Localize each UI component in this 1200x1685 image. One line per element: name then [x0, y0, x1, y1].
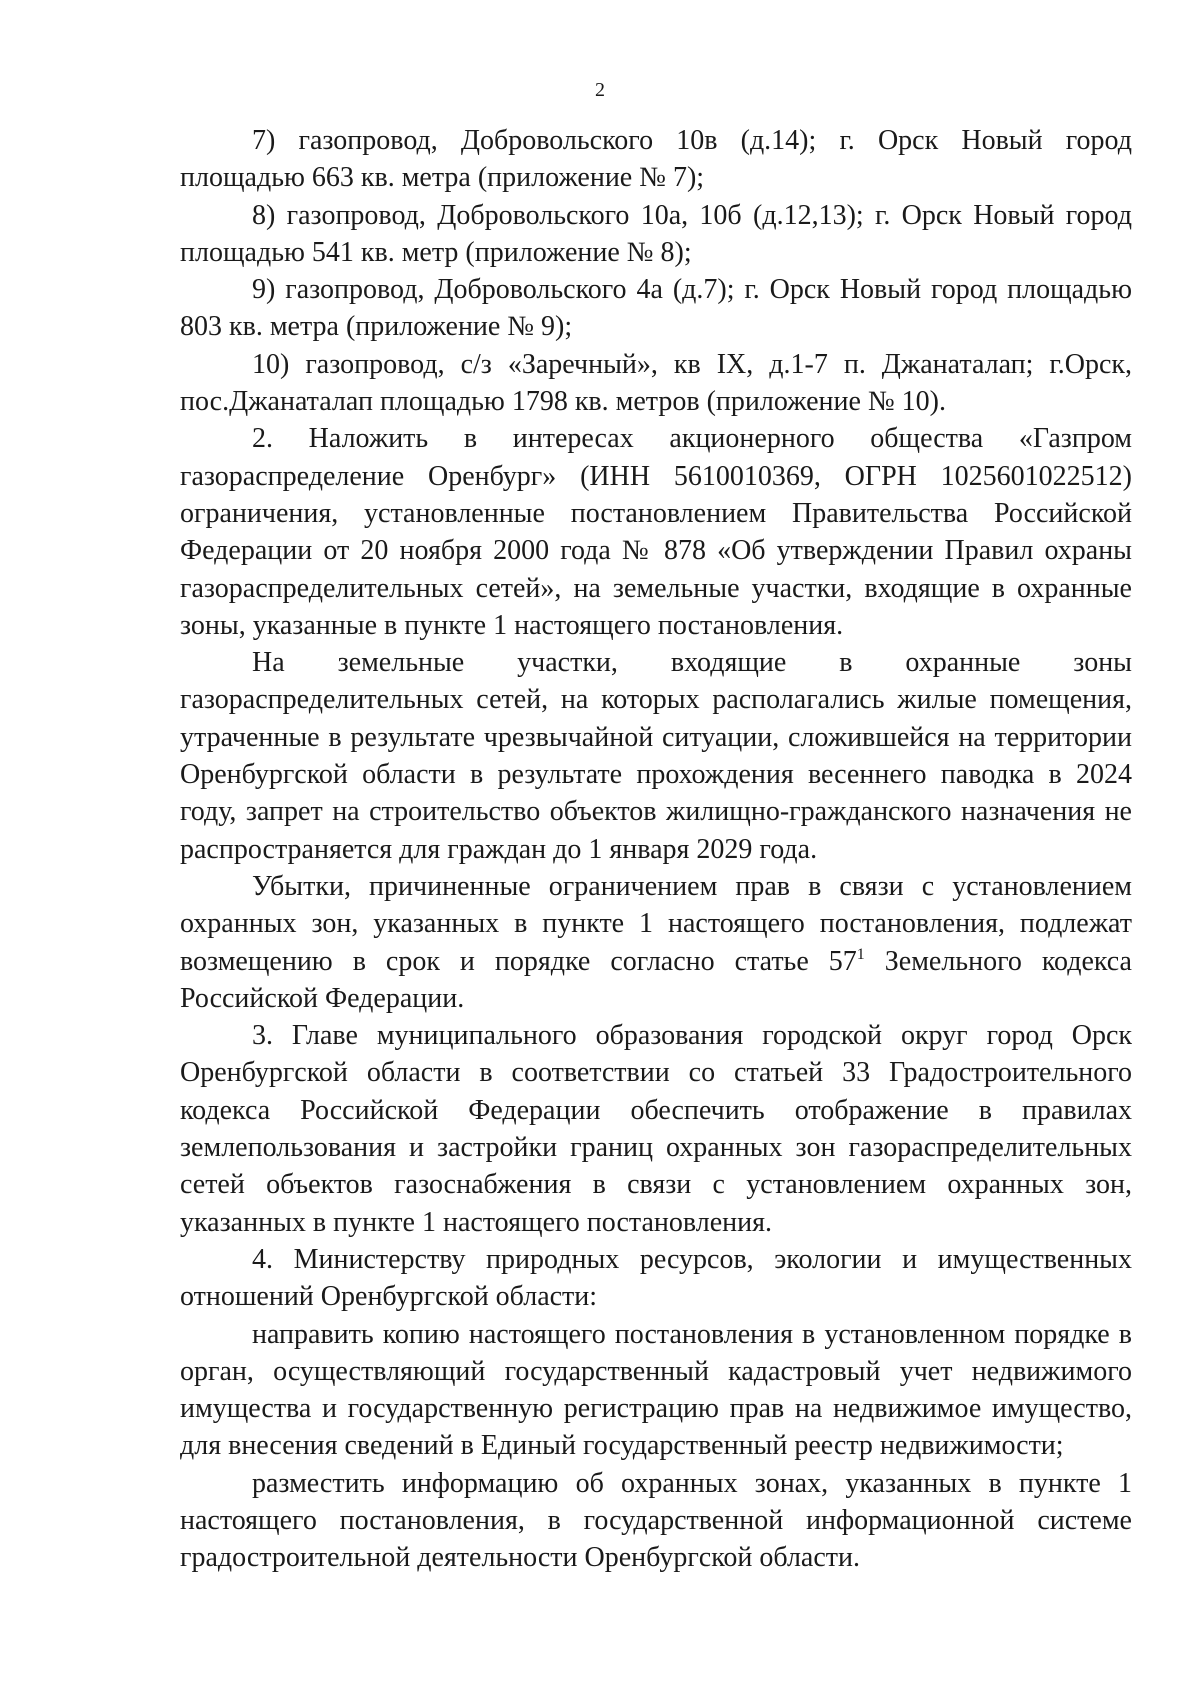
paragraph-publish-info: разместить информацию об охранных зонах, указанных в пункте 1 настоящего постановления, в государственной информационной системе градостроительной деятельности Оренбургской области.: [180, 1467, 1132, 1574]
paragraph-item-7: 7) газопровод, Добровольского 10в (д.14); г. Орск Новый город площадью 663 кв. метра (приложение № 7);: [180, 125, 1132, 194]
paragraph-item-10: 10) газопровод, с/з «Заречный», кв IX, д.1-7 п. Джанаталап; г.Орск, пос.Джанаталап площадью 1798 кв. метров (приложение № 10).: [180, 348, 1132, 418]
paragraph-item-8: 8) газопровод, Добровольского 10а, 10б (д.12,13); г. Орск Новый город площадью 541 кв. метр (приложение № 8);: [180, 199, 1132, 268]
damages-text-end: Земельного кодекса Российской Федерации.: [180, 945, 1132, 1014]
paragraph-item-9: 9) газопровод, Добровольского 4а (д.7); г. Орск Новый город площадью 803 кв. метра (приложение № 9);: [180, 274, 1132, 343]
page-number: 2: [595, 79, 605, 101]
damages-text: Убытки, причиненные ограничением прав в связи с установлением охранных зон, указанных в пункте 1 настоящего постановления, подлежат возмещению в срок и порядке согласно статье 57: [180, 870, 1132, 977]
paragraph-clause-4: 4. Министерству природных ресурсов, экологии и имущественных отношений Оренбургской области:: [180, 1243, 1132, 1313]
paragraph-construction-ban: На земельные участки, входящие в охранные зоны газораспределительных сетей, на которых располагались жилые помещения, утраченные в результате чрезвычайной ситуации, сложившейся на территории Оренбургской области в результате прохождения весеннего паводка в 2024 году, запрет на строительство объектов жилищно-гражданского назначения не распространяется для граждан до 1 января 2029 года.: [180, 647, 1132, 865]
paragraph-clause-2: 2. Наложить в интересах акционерного общества «Газпром газораспределение Оренбург» (ИНН 5610010369, ОГРН 1025601022512) ограничения, установленные постановлением Правительства Российской Федерации от 20 ноября 2000 года № 878 «Об утверждении Правил охраны газораспределительных сетей», на земельные участки, входящие в охранные зоны, указанные в пункте 1 настоящего постановления.: [180, 423, 1132, 641]
paragraph-damages: [180, 868, 1132, 1017]
article-superscript: 1: [856, 945, 865, 963]
paragraph-clause-3: 3. Главе муниципального образования городской округ город Орск Оренбургской области в соответствии со статьей 33 Градостроительного кодекса Российской Федерации обеспечить отображение в правилах землепользования и застройки границ охранных зон газораспределительных сетей объектов газоснабжения в связи с установлением охранных зон, указанных в пункте 1 настоящего постановления.: [180, 1020, 1132, 1238]
paragraph-send-copy: направить копию настоящего постановления в установленном порядке в орган, осуществляющий государственный кадастровый учет недвижимого имущества и государственную регистрацию прав на недвижимое имущество, для внесения сведений в Единый государственный реестр недвижимости;: [180, 1318, 1132, 1462]
document-body: [180, 122, 1132, 1577]
